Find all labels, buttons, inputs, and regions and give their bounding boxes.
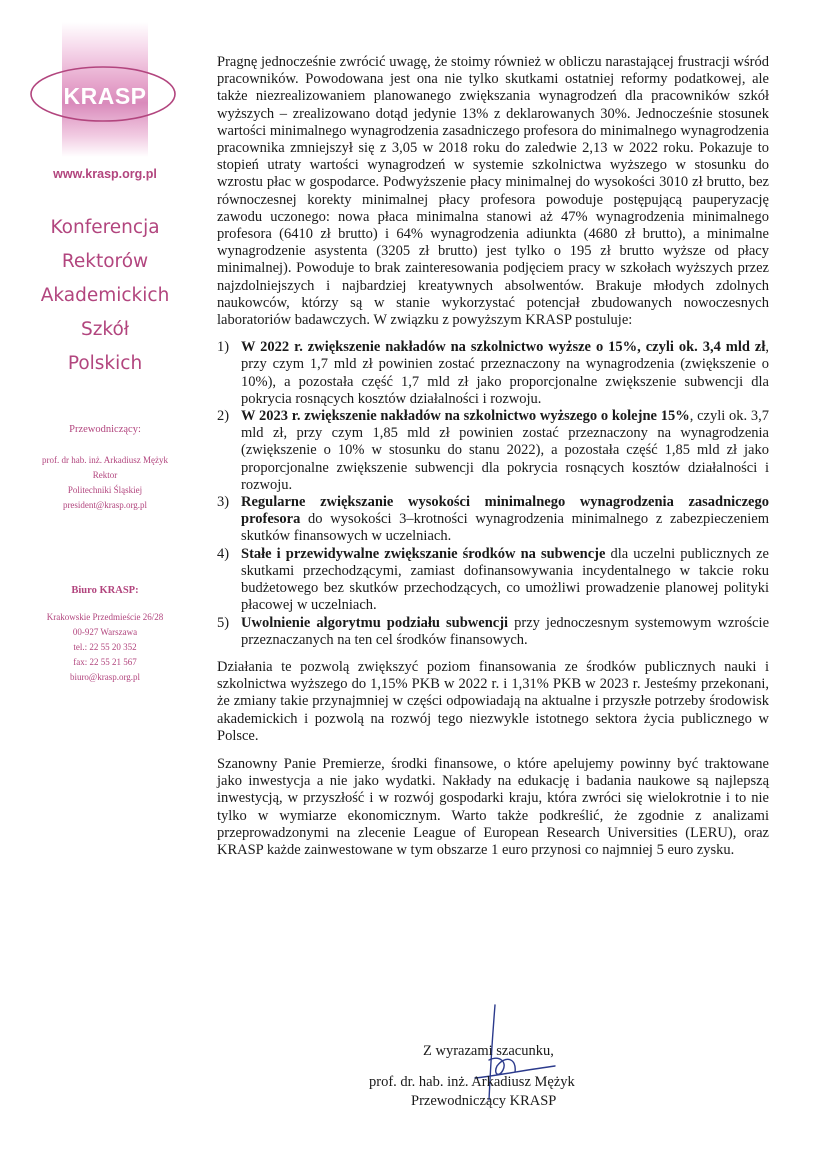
postulate-number: 4) [217, 545, 230, 562]
sidebar [22, 22, 188, 685]
postulate-text: , przy czym 1,7 mld zł powinien zostać przeznaczony na wynagrodzenia (zwiększenie o 10%), a pozostała część 1,7 mld zł jako proporcjonalne zwiększenie subwencji dla pokrycia rosnących kosztów działalności i rozwoju. [241, 339, 769, 407]
letter-body [217, 54, 769, 859]
postulate-bold: Stałe i przewidywalne zwiększanie środków na subwencje [241, 545, 606, 562]
postulate-bold: W 2023 r. zwiększenie nakładów na szkolnictwo wyższego o kolejne 15% [241, 408, 690, 425]
postulate-item [217, 494, 769, 546]
postulates-list [217, 339, 769, 649]
chair-line: prof. dr hab. inż. Arkadiusz Mężyk [42, 455, 168, 465]
postulate-item [217, 408, 769, 494]
postulate-bold: W 2022 r. zwiększenie nakładów na szkolnictwo wyższe o 15%, czyli ok. 3,4 mld zł [241, 339, 766, 356]
website-link[interactable]: www.krasp.org.pl [53, 167, 157, 181]
office-line: 00-927 Warszawa [72, 627, 138, 637]
signatory-name: prof. dr. hab. inż. Arkadiusz Mężyk [369, 1074, 575, 1090]
postulate-text: do wysokości 3–krotności wynagrodzenia minimalnego z zabezpieczeniem skutków finansowych w uczelniach. [241, 511, 769, 545]
postulate-number: 2) [217, 408, 230, 425]
office-heading: Biuro KRASP: [71, 585, 139, 596]
postulate-number: 5) [217, 614, 230, 631]
funding-paragraph: Działania te pozwolą zwiększyć poziom finansowania ze środków publicznych nauki i szkolnictwa wyższego do 1,15% PKB w 2022 r. i 1,31% PKB w 2023 r. Jesteśmy przekonani, że zmiany takie przynajmniej w części odpowiadają na aktualne i przyszłe potrzeby środowisk akademickich i pozwolą na rozwój tego niezwykle istotnego sektora życia publicznego w Polsce. [217, 658, 769, 744]
chair-details [22, 453, 188, 513]
signatory-role: Przewodniczący KRASP [411, 1093, 557, 1109]
postulate-text: dla uczelni publicznych ze skutkami przechodzącymi, zamiast dofinansowywania incydentalnego w takcie roku budżetowego bez skutków przechodzących, co umożliwi prowadzenie planowej polityki płacowej w uczelniach. [241, 545, 769, 614]
chair-email-link[interactable]: president@krasp.org.pl [62, 500, 148, 510]
office-details [22, 610, 188, 685]
organization-name [22, 211, 188, 381]
intro-paragraph: Pragnę jednocześnie zwrócić uwagę, że stoimy również w obliczu narastającej frustracji wśród pracowników. Powodowana jest ona nie tylko skutkami ostatniej reformy podatkowej, ale także niezrealizowaniem planowanego zwiększania wynagrodzeń dla pracowników szkół wyższych – zrealizowano dotąd jedynie 13% z deklarowanych 30%. Jednocześnie stosunek wartości minimalnego wynagrodzenia zasadniczego profesora do minimalnego wynagrodzenia pracownika zmniejszył się z 3,05 w 2018 roku do zaledwie 2,13 w 2022 roku. Pokazuje to stopień utraty wartości wynagrodzeń w systemie szkolnictwa wyższego w stosunku do wzrostu płac w gospodarce. Podwyższenie płacy minimalnej do wysokości 3010 zł brutto, bez równoczesnej korekty minimalnej płacy profesora powoduje postępującą pauperyzację zawodu uczonego: nowa płaca minimalna stanowi aż 47% wynagrodzenia minimalnego profesora (6410 zł brutto) i 64% wynagrodzenia adiunkta (4680 zł brutto), a minimalne wynagrodzenie asystenta (3205 zł brutto) jest tylko o 195 zł brutto wyższe od płacy minimalnej). Powoduje to brak zainteresowania podjęciem pracy w szkołach wyższych przez najzdolniejszych i najbardziej kreatywnych absolwentów. Brakuje młodych zdolnych naukowców, którzy są w stanie wykorzystać potencjał zbudowanych nowoczesnych laboratoriów badawczych. W związku z powyższym KRASP postuluje: [217, 54, 769, 329]
chair-heading: Przewodniczący: [69, 424, 141, 435]
office-line: tel.: 22 55 20 352 [73, 642, 137, 652]
postulate-text: przy jednoczesnym systemowym wzroście przeznaczanych na ten cel środków finansowych. [241, 614, 770, 648]
logo-text: KRASP [63, 83, 147, 109]
postulate-number: 3) [217, 494, 230, 511]
chair-line: Politechniki Śląskiej [67, 485, 143, 495]
krasp-logo [22, 22, 188, 157]
postulate-item [217, 615, 769, 649]
org-name-line: Polskich [67, 353, 143, 374]
org-name-line: Konferencja [50, 217, 160, 238]
org-name-line: Szkół [80, 319, 130, 340]
office-email-link[interactable]: biuro@krasp.org.pl [69, 672, 141, 682]
postulate-bold: Uwolnienie algorytmu podziału subwencji [241, 614, 509, 631]
postulate-item [217, 339, 769, 408]
postulate-bold: Regularne zwiększanie wysokości minimalnego wynagrodzenia zasadniczego profesora [241, 494, 769, 528]
investment-paragraph: Szanowny Panie Premierze, środki finansowe, o które apelujemy powinny być traktowane jako inwestycja a nie jako wydatki. Nakłady na edukację i badania naukowe są najlepszą inwestycją, w przyszłość i w rozwój gospodarki kraju, która zwróci się wielokrotnie i to nie tylko w wymiarze ekonomicznym. Warto także podkreślić, że zgodnie z analizami przeprowadzonymi na zlecenie League of European Research Universities (LERU), oraz KRASP każde zainwestowane w tym obszarze 1 euro przynosi co najmniej 5 euro zysku. [217, 755, 769, 858]
chair-line: Rektor [92, 470, 118, 480]
office-line: Krakowskie Przedmieście 26/28 [46, 612, 164, 622]
postulate-text: , czyli ok. 3,7 mld zł, przy czym 1,85 mld zł powinien zostać przeznaczony na wynagrodzenia (zwiększenie o 10% w stosunku do stanu 2022), a pozostała część 1,85 mld zł jako proporcjonalne zwiększenie subwencji dla pokrycia rosnących kosztów działalności i rozwoju. [241, 408, 769, 493]
org-name-line: Rektorów [61, 251, 149, 272]
org-name-line: Akademickich [40, 285, 170, 306]
office-line: fax: 22 55 21 567 [73, 657, 137, 667]
postulate-item [217, 546, 769, 615]
closing-greeting: Z wyrazami szacunku, [423, 1043, 554, 1059]
postulate-number: 1) [217, 339, 230, 356]
